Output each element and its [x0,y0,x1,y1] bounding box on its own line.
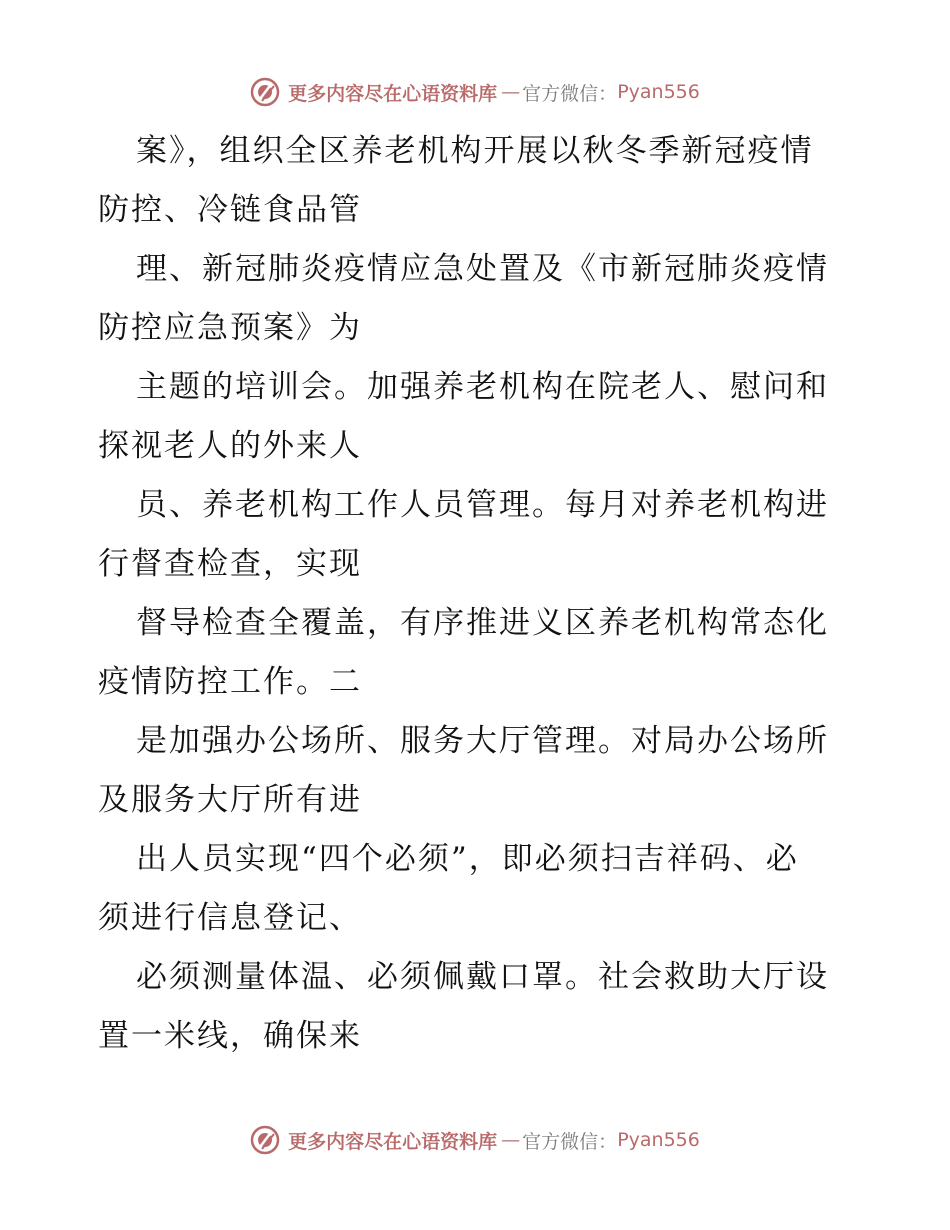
paragraph-line: 督导检查全覆盖，有序推进义区养老机构常态化 [136,605,829,641]
paragraph [98,122,858,240]
paragraph [98,358,858,476]
paragraph-line: 出人员实现“四个必须”，即必须扫吉祥码、必 [136,841,799,877]
watermark-brand: 更多内容尽在心语资料库 [288,82,498,105]
paragraph-line: 理、新冠肺炎疫情应急处置及《市新冠肺炎疫情 [136,251,829,287]
paragraph-line: 主题的培训会。加强养老机构在院老人、慰问和 [136,369,829,405]
paragraph-line: 须进行信息登记、 [98,900,362,936]
header-watermark [0,72,950,112]
document-body [98,122,858,1066]
paragraph-line: 是加强办公场所、服务大厅管理。对局办公场所 [136,723,829,759]
watermark-wechat-id: Pyan556 [617,81,700,103]
footer-watermark [0,1120,950,1160]
paragraph [98,476,858,594]
logo-icon [250,1125,280,1155]
paragraph-line: 案》，组织全区养老机构开展以秋冬季新冠疫情 [136,133,814,169]
watermark-brand: 更多内容尽在心语资料库 [288,1130,498,1153]
paragraph-line: 置一米线，确保来 [98,1018,362,1054]
paragraph-line: 必须测量体温、必须佩戴口罩。社会救助大厅设 [136,959,829,995]
logo-icon [250,77,280,107]
watermark-wechat-id: Pyan556 [617,1129,700,1151]
watermark-label: 官方微信： [522,82,618,105]
paragraph [98,948,858,1066]
paragraph-line: 探视老人的外来人 [98,428,362,464]
paragraph [98,830,858,948]
paragraph-line: 疫情防控工作。二 [98,664,362,700]
watermark-label: 官方微信： [522,1130,618,1153]
paragraph-line: 及服务大厅所有进 [98,782,362,818]
paragraph-line: 防控、冷链食品管 [98,192,362,228]
paragraph-line: 防控应急预案》为 [98,310,362,346]
paragraph-line: 员、养老机构工作人员管理。每月对养老机构进 [136,487,829,523]
paragraph [98,594,858,712]
paragraph [98,240,858,358]
watermark-dash: — [501,81,519,103]
paragraph [98,712,858,830]
watermark-dash: — [501,1129,519,1151]
paragraph-line: 行督查检查，实现 [98,546,362,582]
